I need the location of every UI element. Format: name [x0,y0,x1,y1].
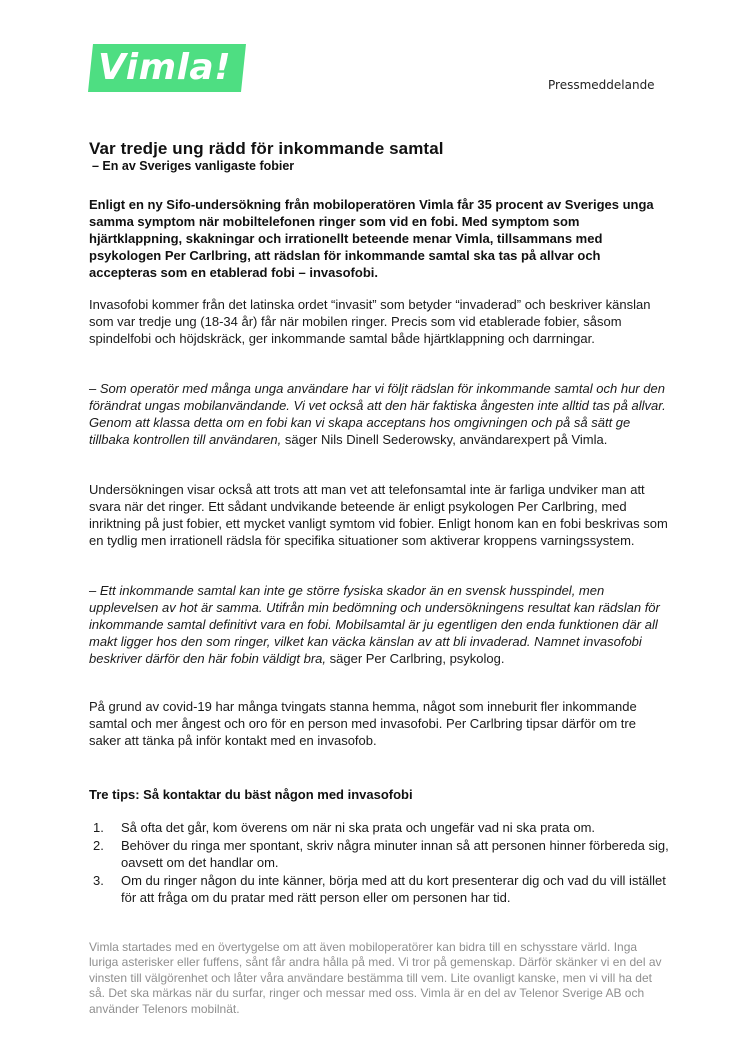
tip-item-2 [89,837,669,871]
vimla-logo [88,44,246,92]
tip-text: Behöver du ringa mer spontant, skriv några minuter innan så att personen hinner förbereda sig, oavsett om det handlar om. [121,838,669,870]
body-paragraph-3: På grund av covid-19 har många tvingats stanna hemma, något som inneburit fler inkommande samtal och mer ångest och oro för en person med invasofobi. Per Carlbring tipsar därför om tre saker att tänka på inför kontakt med en invasofob. [89,699,637,748]
body-paragraph-1: Invasofobi kommer från det latinska ordet “invasit” som betyder “invaderad” och beskriver känslan som var tredje ung (18-34 år) får när mobilen ringer. Precis som vid etablerade fobier, såsom spindelfobi och höjdskräck, ger inkommande samtal både hjärtklappning och darrningar. [89,297,651,346]
tip-number: 3. [93,873,104,888]
tip-text: Om du ringer någon du inte känner, börja med att du kort presenterar dig och vad du vill istället för att fråga om du pratar med rätt person eller om personen har tid. [121,873,666,905]
press-release-subtitle: – En av Sveriges vanligaste fobier [92,159,295,173]
document-type-label: Pressmeddelande [548,78,655,92]
quote-paragraph-2 [89,582,669,667]
tip-number: 1. [93,820,104,835]
tip-item-3 [89,872,669,906]
press-release-title: Var tredje ung rädd för inkommande samtal [89,139,444,158]
logo-text: Vimla! [98,47,232,88]
tips-list [89,819,669,907]
company-boilerplate: Vimla startades med en övertygelse om att även mobiloperatörer kan bidra till en schysstare värld. Inga luriga asterisker eller fuffens, sånt får andra hålla på med. Vi tror på gemenskap. Därför skänker vi en del av vinsten till välgörenhet och låter våra användare bestämma till vem. Lite ovanligt kanske, men vi vill ha det så. Det ska märkas när du surfar, ringer och messar med oss. Vimla är en del av Telenor Sverige AB och använder Telenors mobilnät. [89,940,662,1016]
tip-text: Så ofta det går, kom överens om när ni ska prata och ungefär vad ni ska prata om. [121,820,596,835]
body-paragraph-2: Undersökningen visar också att trots att man vet att telefonsamtal inte är farliga undviker man att svara när det ringer. Ett sådant undvikande beteende är enligt psykologen Per Carlbring, med inriktning på just fobier, ett mycket vanligt symtom vid fobier. Enligt honom kan en fobi beskrivas som en tydlig men irrationell rädsla för specifika situationer som aktiverar kroppens varningssystem. [89,482,668,548]
lead-paragraph: Enligt en ny Sifo-undersökning från mobiloperatören Vimla får 35 procent av Sveriges unga samma symptom när mobiltelefonen ringer som vid en fobi. Med symptom som hjärtklappning, skakningar och irrationellt beteende menar Vimla, tillsammans med psykologen Per Carlbring, att rädslan för inkommande samtal ska tas på allvar och accepteras som en etablerad fobi – invasofobi. [89,197,654,280]
tip-item-1 [89,819,669,836]
tip-number: 2. [93,838,104,853]
quote-paragraph-1 [89,380,669,448]
quote-1-text: – Som operatör med många unga användare har vi följt rädslan för inkommande samtal och hur den förändrat ungas mobilanvändande. Vi vet också att den här faktiska ångesten inte alltid tas på allvar. Genom att klassa detta om en fobi kan vi skapa acceptans hos omgivningen och på så sätt ge tillbaka kontrollen till användaren, [89,381,666,447]
quote-2-attribution: säger Per Carlbring, psykolog. [326,651,505,666]
tips-heading: Tre tips: Så kontaktar du bäst någon med invasofobi [89,787,413,802]
quote-1-attribution: säger Nils Dinell Sederowsky, användarexpert på Vimla. [281,432,608,447]
quote-2-text: – Ett inkommande samtal kan inte ge större fysiska skador än en svensk husspindel, men upplevelsen av hot är samma. Utifrån min bedömning och undersökningens resultat kan rädslan för inkommande samtal definitivt vara en fobi. Mobilsamtal är ju egentligen den enda funktionen där all makt ligger hos den som ringer, vilket kan väcka känslan av att bli invaderad. Namnet invasofobi beskriver därför den här fobin väldigt bra, [89,583,660,666]
